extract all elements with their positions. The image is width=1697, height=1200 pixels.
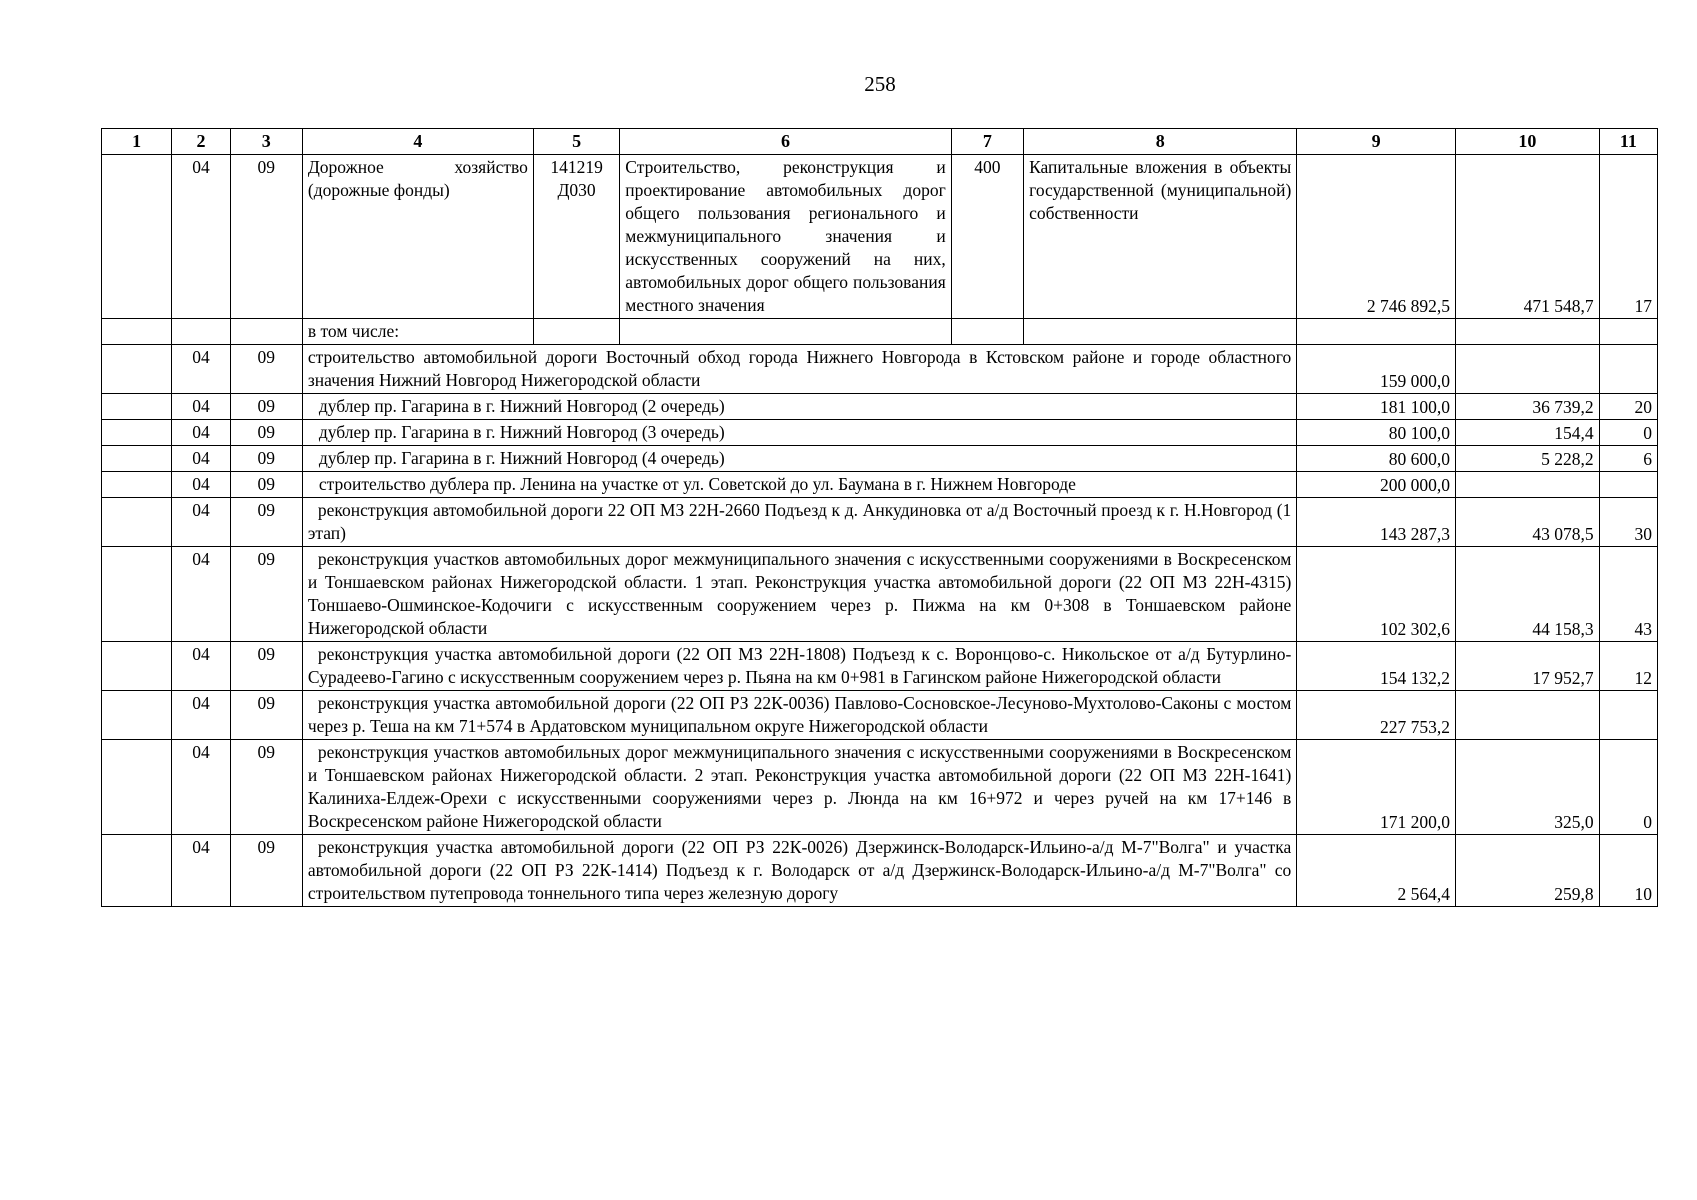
cell-subsection: 09 (230, 446, 302, 472)
cell-subsection: 09 (230, 155, 302, 319)
table-row (102, 498, 1658, 547)
cell-2 (172, 319, 230, 345)
object-description: строительство автомобильной дороги Восточный обход города Нижнего Новгорода в Кстовском районе и городе областного значения Нижний Новгород Нижегородской области (302, 345, 1296, 394)
cell-1 (102, 691, 172, 740)
cell-col11: 6 (1599, 446, 1657, 472)
cell-col11 (1599, 472, 1657, 498)
header-cell: 4 (302, 129, 533, 155)
cell-section: 04 (172, 446, 230, 472)
cell-subsection: 09 (230, 642, 302, 691)
cell-col10: 36 739,2 (1456, 394, 1600, 420)
header-row (102, 129, 1658, 155)
cell-1 (102, 547, 172, 642)
cell-col11: 30 (1599, 498, 1657, 547)
cell-subsection: 09 (230, 394, 302, 420)
cell-col9: 80 600,0 (1297, 446, 1456, 472)
cell-col10: 471 548,7 (1456, 155, 1600, 319)
table-row (102, 740, 1658, 835)
object-description: дублер пр. Гагарина в г. Нижний Новгород (3 очередь) (302, 420, 1296, 446)
cell-section: 04 (172, 642, 230, 691)
object-description: дублер пр. Гагарина в г. Нижний Новгород (4 очередь) (302, 446, 1296, 472)
cell-1 (102, 420, 172, 446)
cell-5 (533, 319, 619, 345)
cell-expense-name: Капитальные вложения в объекты государственной (муниципальной) собственности (1024, 155, 1297, 319)
cell-section: 04 (172, 472, 230, 498)
cell-section: 04 (172, 691, 230, 740)
cell-col9: 102 302,6 (1297, 547, 1456, 642)
object-description: реконструкция автомобильной дороги 22 ОП МЗ 22Н-2660 Подъезд к д. Анкудиновка от а/д Восточный проезд к г. Н.Новгород (1 этап) (302, 498, 1296, 547)
cell-col9: 171 200,0 (1297, 740, 1456, 835)
cell-subsection: 09 (230, 691, 302, 740)
header-cell: 11 (1599, 129, 1657, 155)
table-row (102, 394, 1658, 420)
cell-section: 04 (172, 835, 230, 907)
cell-col11 (1599, 691, 1657, 740)
header-cell: 2 (172, 129, 230, 155)
cell-1 (102, 155, 172, 319)
cell-expense-type: 400 (951, 155, 1023, 319)
cell-col10: 5 228,2 (1456, 446, 1600, 472)
cell-col10: 44 158,3 (1456, 547, 1600, 642)
object-description: реконструкция участка автомобильной дороги (22 ОП РЗ 22К-0036) Павлово-Сосновское-Лесуново-Мухтолово-Саконы с мостом через р. Теша на км 71+574 в Ардатовском муниципальном округе Нижегородской области (302, 691, 1296, 740)
cell-8 (1024, 319, 1297, 345)
cell-subsection: 09 (230, 740, 302, 835)
header-cell: 6 (620, 129, 951, 155)
cell-section: 04 (172, 155, 230, 319)
cell-col11 (1599, 345, 1657, 394)
cell-col11: 12 (1599, 642, 1657, 691)
cell-col11: 0 (1599, 420, 1657, 446)
cell-subsection: 09 (230, 345, 302, 394)
cell-name: Дорожное хозяйство (дорожные фонды) (302, 155, 533, 319)
object-description: реконструкция участка автомобильной дороги (22 ОП РЗ 22К-0026) Дзержинск-Володарск-Ильино-а/д М-7"Волга" и участка автомобильной дороги (22 ОП РЗ 22К-1414) Подъезд к г. Володарск от а/д Дзержинск-Володарск-Ильино-а/д М-7"Волга" со строительством путепровода тоннельного типа через железную дорогу (302, 835, 1296, 907)
cell-9 (1297, 319, 1456, 345)
table-row (102, 345, 1658, 394)
page-number: 258 (864, 72, 896, 96)
cell-1 (102, 394, 172, 420)
cell-section: 04 (172, 740, 230, 835)
cell-col9: 80 100,0 (1297, 420, 1456, 446)
table-row-main (102, 155, 1658, 319)
table-row (102, 420, 1658, 446)
cell-col11: 43 (1599, 547, 1657, 642)
cell-1 (102, 835, 172, 907)
cell-col10: 259,8 (1456, 835, 1600, 907)
table-row (102, 642, 1658, 691)
cell-col10 (1456, 345, 1600, 394)
cell-1 (102, 345, 172, 394)
cell-col10: 325,0 (1456, 740, 1600, 835)
table-row (102, 691, 1658, 740)
table-row-including (102, 319, 1658, 345)
object-description: реконструкция участков автомобильных дорог межмуниципального значения с искусственными сооружениями в Воскресенском и Тоншаевском районах Нижегородской области. 2 этап. Реконструкция участка автомобильной дороги (22 ОП МЗ 22Н-1641) Калиниха-Елдеж-Орехи с искусственными сооружениями через р. Люнда на км 16+972 и через ручей на км 17+146 в Воскресенском районе Нижегородской области (302, 740, 1296, 835)
cell-subsection: 09 (230, 547, 302, 642)
header-cell: 1 (102, 129, 172, 155)
header-cell: 8 (1024, 129, 1297, 155)
cell-col9: 2 746 892,5 (1297, 155, 1456, 319)
cell-1 (102, 319, 172, 345)
cell-col9: 154 132,2 (1297, 642, 1456, 691)
cell-col10 (1456, 691, 1600, 740)
table-row (102, 446, 1658, 472)
cell-col9: 2 564,4 (1297, 835, 1456, 907)
cell-col11: 17 (1599, 155, 1657, 319)
cell-col10: 43 078,5 (1456, 498, 1600, 547)
cell-target-code: 141219 Д030 (533, 155, 619, 319)
cell-col10 (1456, 472, 1600, 498)
cell-col9: 143 287,3 (1297, 498, 1456, 547)
cell-section: 04 (172, 345, 230, 394)
cell-subsection: 09 (230, 472, 302, 498)
cell-col9: 200 000,0 (1297, 472, 1456, 498)
cell-col11: 0 (1599, 740, 1657, 835)
cell-1 (102, 740, 172, 835)
cell-6 (620, 319, 951, 345)
cell-subsection: 09 (230, 420, 302, 446)
cell-1 (102, 498, 172, 547)
budget-table (101, 128, 1658, 907)
object-description: дублер пр. Гагарина в г. Нижний Новгород (2 очередь) (302, 394, 1296, 420)
header-cell: 3 (230, 129, 302, 155)
cell-3 (230, 319, 302, 345)
cell-target-name: Строительство, реконструкция и проектирование автомобильных дорог общего пользования регионального и межмуниципального значения и искусственных сооружений на них, автомобильных дорог общего пользования местного значения (620, 155, 951, 319)
cell-col9: 181 100,0 (1297, 394, 1456, 420)
object-description: реконструкция участков автомобильных дорог межмуниципального значения с искусственными сооружениями в Воскресенском и Тоншаевском районах Нижегородской области. 1 этап. Реконструкция участка автомобильной дороги (22 ОП МЗ 22Н-4315) Тоншаево-Ошминское-Кодочиги с искусственным сооружением через р. Пижма на км 0+308 в Тоншаевском районе Нижегородской области (302, 547, 1296, 642)
cell-section: 04 (172, 394, 230, 420)
cell-10 (1456, 319, 1600, 345)
cell-section: 04 (172, 498, 230, 547)
cell-col9: 159 000,0 (1297, 345, 1456, 394)
cell-col11: 20 (1599, 394, 1657, 420)
object-description: реконструкция участка автомобильной дороги (22 ОП МЗ 22Н-1808) Подъезд к с. Воронцово-с. Никольское от а/д Бутурлино-Сурадеево-Гагино с искусственным сооружением через р. Пьяна на км 0+981 в Гагинском районе Нижегородской области (302, 642, 1296, 691)
header-cell: 5 (533, 129, 619, 155)
cell-subsection: 09 (230, 835, 302, 907)
cell-section: 04 (172, 420, 230, 446)
including-label: в том числе: (302, 319, 533, 345)
cell-1 (102, 642, 172, 691)
object-description: строительство дублера пр. Ленина на участке от ул. Советской до ул. Баумана в г. Нижнем Новгороде (302, 472, 1296, 498)
table-row (102, 547, 1658, 642)
cell-col10: 154,4 (1456, 420, 1600, 446)
header-cell: 9 (1297, 129, 1456, 155)
cell-col11: 10 (1599, 835, 1657, 907)
cell-col10: 17 952,7 (1456, 642, 1600, 691)
cell-7 (951, 319, 1023, 345)
cell-11 (1599, 319, 1657, 345)
header-cell: 10 (1456, 129, 1600, 155)
cell-col9: 227 753,2 (1297, 691, 1456, 740)
cell-1 (102, 472, 172, 498)
cell-section: 04 (172, 547, 230, 642)
header-cell: 7 (951, 129, 1023, 155)
cell-subsection: 09 (230, 498, 302, 547)
table-row (102, 835, 1658, 907)
table-row (102, 472, 1658, 498)
cell-1 (102, 446, 172, 472)
